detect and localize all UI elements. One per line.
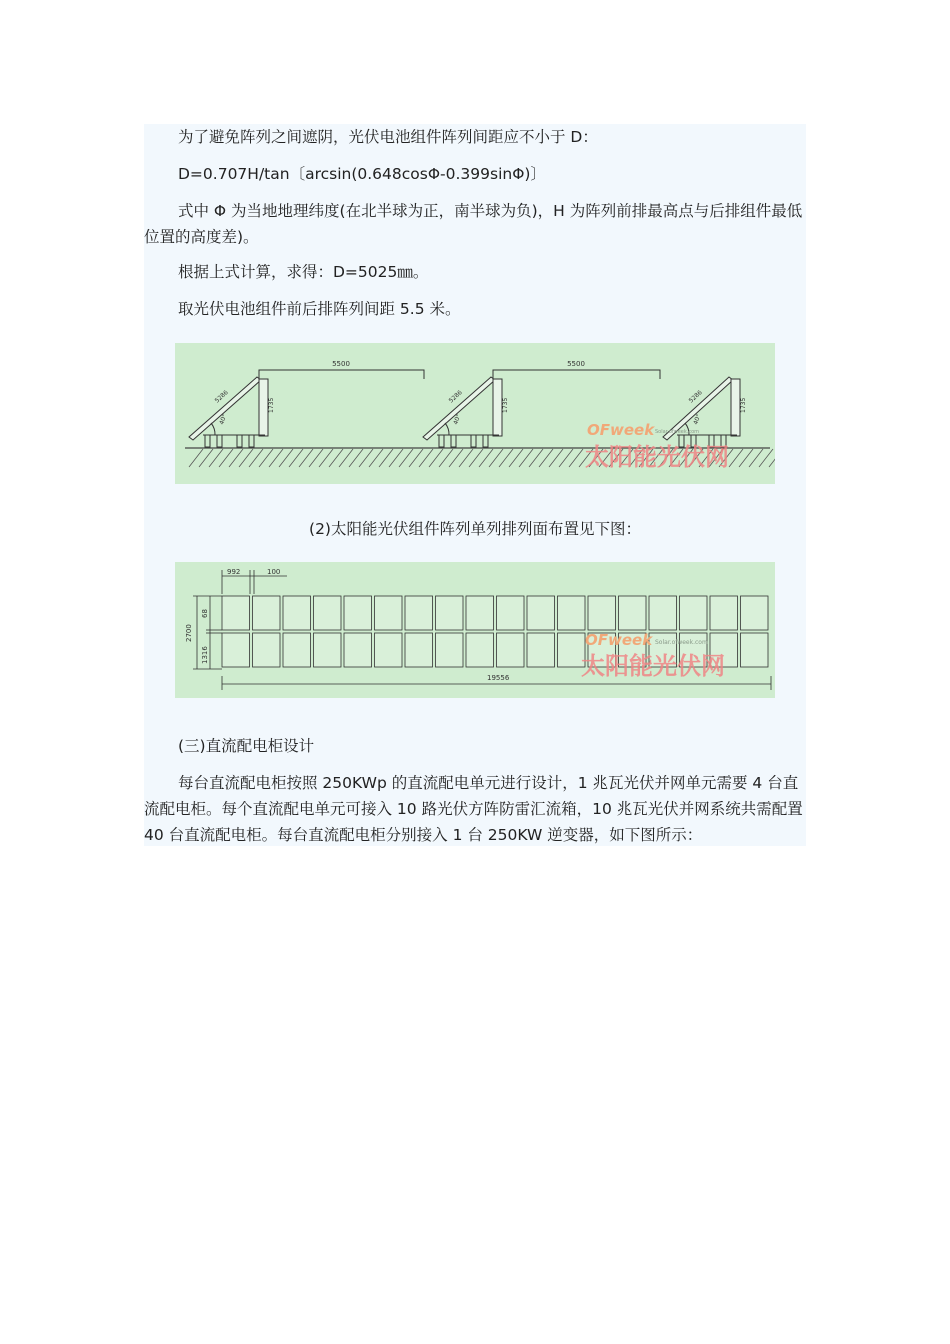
pv-module [222, 596, 250, 630]
pv-module [283, 633, 311, 667]
pv-module [344, 596, 372, 630]
pv-module [375, 596, 403, 630]
pv-module [253, 633, 281, 667]
pv-module [588, 596, 616, 630]
watermark-cn-2: 太阳能光伏网 [581, 652, 725, 680]
panel-length-label-1: 5286 [213, 389, 230, 405]
pv-module [527, 596, 555, 630]
panel-length-label-3: 5286 [687, 389, 704, 405]
height-label-3: 1735 [740, 397, 747, 413]
array-layout-drawing [175, 562, 775, 698]
panel-length-label-2: 5286 [447, 389, 464, 405]
angle-label-1: 40° [218, 413, 229, 426]
height-label-2: 1735 [502, 397, 509, 413]
dim-row-height: 1316 [201, 646, 209, 664]
pv-module [344, 633, 372, 667]
panel-rack-1 [189, 377, 268, 447]
panel-rack-3 [663, 377, 740, 447]
dim-panel-gap: 100 [267, 568, 281, 576]
pv-module [375, 633, 403, 667]
array-spacing-drawing [175, 343, 775, 484]
paragraph-formula-explain: 式中 Φ 为当地地理纬度(在北半球为正，南半球为负)，H 为阵列前排最高点与后排组件最低位置的高度差)。 [144, 202, 803, 246]
watermark-cn: 太阳能光伏网 [585, 443, 729, 471]
pv-module [741, 596, 769, 630]
angle-label-2: 40° [452, 413, 463, 426]
pv-module [710, 596, 738, 630]
spacing-label-1: 5500 [332, 360, 350, 368]
watermark-url: Solar.ofweek.com [655, 429, 700, 435]
pv-module [466, 596, 494, 630]
pv-module [314, 596, 342, 630]
pv-module [741, 633, 769, 667]
dim-row-gap: 68 [201, 609, 209, 618]
pv-module [466, 633, 494, 667]
figure2-caption: (2)太阳能光伏组件阵列单列排列面布置见下图： [309, 520, 641, 538]
array-spacing-figure [175, 343, 775, 484]
pv-module [619, 596, 647, 630]
pv-module [222, 633, 250, 667]
watermark-brand: OFweek [587, 421, 655, 439]
dim-total-width: 19556 [487, 674, 510, 682]
pv-module [497, 596, 525, 630]
formula: D=0.707H/tan〔arcsin(0.648cosΦ-0.399sinΦ)〕 [178, 165, 546, 183]
pv-module [436, 633, 464, 667]
paragraph-result: 根据上式计算，求得：D=5025㎜。 [178, 263, 429, 281]
panel-rack-2 [423, 377, 502, 447]
pv-module [253, 596, 281, 630]
watermark-brand-2: OFweek [585, 631, 653, 649]
spacing-label-2: 5500 [567, 360, 585, 368]
watermark-url-2: Solar.ofweek.com [655, 639, 708, 646]
pv-module [405, 633, 433, 667]
angle-label-3: 40° [692, 413, 703, 426]
dim-total-height: 2700 [185, 624, 193, 642]
dim-panel-width: 992 [227, 568, 241, 576]
pv-module [558, 596, 586, 630]
paragraph-dc-cabinet: 每台直流配电柜按照 250KWp 的直流配电单元进行设计，1 兆瓦光伏并网单元需要 4 台直流配电柜。每个直流配电单元可接入 10 路光伏方阵防雷汇流箱，10 兆瓦光伏并网系统共需配置 40 台直流配电柜。每台直流配电柜分别接入 1 台 250KW 逆变器，如下图所示： [144, 774, 803, 844]
pv-module [314, 633, 342, 667]
height-label-1: 1735 [268, 397, 275, 413]
section-heading-dc-cabinet: (三)直流配电柜设计 [178, 737, 315, 755]
paragraph-spacing-intro: 为了避免阵列之间遮阴，光伏电池组件阵列间距应不小于 D： [178, 128, 598, 146]
pv-module [436, 596, 464, 630]
pv-module [405, 596, 433, 630]
pv-module [283, 596, 311, 630]
pv-module [680, 596, 708, 630]
pv-module [527, 633, 555, 667]
pv-module [497, 633, 525, 667]
pv-module [649, 596, 677, 630]
array-layout-figure [175, 562, 775, 698]
paragraph-spacing-choice: 取光伏电池组件前后排阵列间距 5.5 米。 [178, 300, 461, 318]
